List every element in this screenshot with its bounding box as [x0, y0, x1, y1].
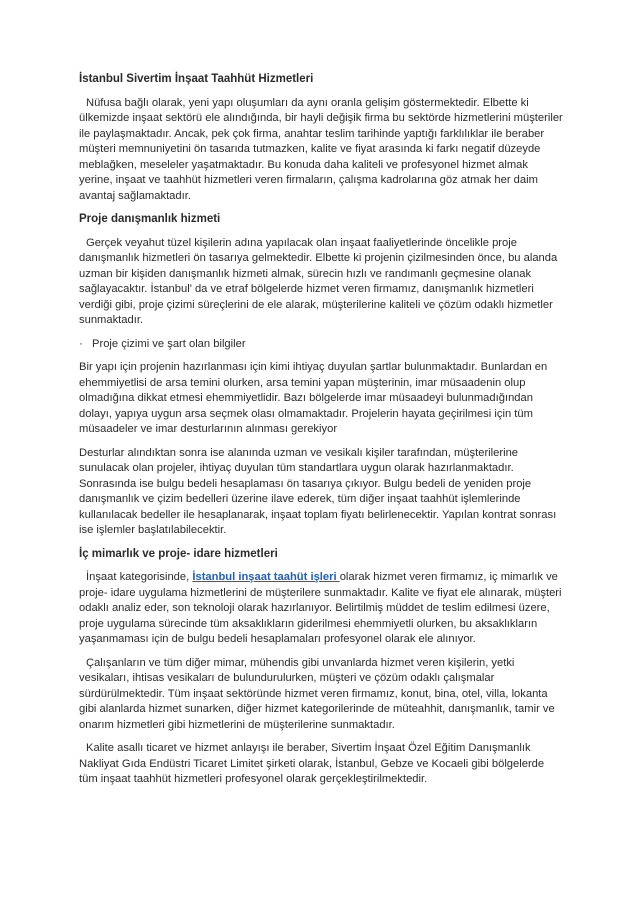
- requirements-paragraph: Bir yapı için projenin hazırlanması için kimi ihtiyaç duyulan şartlar bulunmaktadır. Bunlardan en ehemmiyetlisi de arsa temini olurken, arsa temini yapan müşterinin, imar müsaadenin olup olmadığına dikkat etmesi ehemmiyetlidir. Bazı bölgelerde imar müsaadeyi bulunmadığından dolayı, yapıya uygun arsa seçmek olası olmamaktadır. Projelerin hayata geçirilmesi için tüm müsaadeler ve imar desturlarının alınması gerekiyor: [79, 361, 548, 435]
- permits-paragraph: Desturlar alındıktan sonra ise alanında uzman ve vesikalı kişiler tarafından, müşterilerine sunulacak olan projeler, ihtiyaç duyulan tüm standartlara uygun olarak hazırlanmaktadır. Sonrasında ise bulgu bedeli hesaplaması ön tasarıya çıkıyor. Bulgu bedeli de yeniden proje danışmanlık ve çizim bedelleri üzerine ilave ederek, tüm diğer inşaat taahhüt işlemlerinde kullanılacak bedeller ile hesaplanarak, inşaat toplam fiyatı belirlenecektir. Yapılan kontrat sonrası ise işlemler başlatılabilecektir.: [79, 446, 557, 536]
- istanbul-construction-link[interactable]: İstanbul inşaat taahüt işleri: [192, 571, 340, 583]
- bullet-item: [79, 337, 563, 353]
- document-title: İstanbul Sivertim İnşaat Taahhüt Hizmetleri: [79, 73, 314, 85]
- interior-text-start: İnşaat kategorisinde,: [86, 571, 193, 583]
- staff-paragraph: Çalışanların ve tüm diğer mimar, mühendis gibi unvanlarda hizmet veren kişilerin, yetki vesikaları, ihtisas vesikaları de bulundurulurken, müşteri ve çözüm odaklı çalışmalar sürdürülmektedir. Tüm inşaat sektöründe hizmet veren firmamız, konut, bina, otel, villa, lokanta gibi alanlarda hizmet sunarken, diğer hizmet kategorilerinde de müteahhit, danışmanlık, tamir ve onarım hizmetleri gibi hizmetlerini de müşterilerine sunmaktadır.: [79, 656, 555, 731]
- interior-text-end: olarak hizmet veren firmamız, iç mimarlık ve proje- idare uygulama hizmetlerini de müşterilere sunmaktadır. Kalite ve fiyat ele alınarak, müşteri odaklı analiz eder, son teknoloji olarak hazırlanıyor. Belirtilmiş müddet de teslim edilmesi üzere, proje uygulama sürecinde tüm aksaklıkların giderilmesi ehemmiyetli olurken, bu aksaklıkların yaşanmaması için de bulgu bedeli hesaplamaları profesyonel olarak ele alınıyor.: [79, 571, 562, 645]
- interior-paragraph: [79, 570, 563, 648]
- consulting-paragraph: Gerçek veyahut tüzel kişilerin adına yapılacak olan inşaat faaliyetlerinde öncelikle proje danışmanlık hizmetleri ön tasarıya gelmektedir. Elbette ki projenin çizilmesinden önce, bu alanda uzman bir kişiden danışmanlık hizmeti almak, sürecin hızlı ve randımanlı geçmesine olanak sağlayacaktır. İstanbul' da ve etraf bölgelerde hizmet veren firmamız, danışmanlık hizmetleri verdiği gibi, proje çizimi süreçlerini de ele alarak, müşterilerine kaliteli ve çözüm odaklı hizmetler sunmaktadır.: [79, 236, 558, 326]
- closing-paragraph: Kalite asallı ticaret ve hizmet anlayışı ile beraber, Sivertim İnşaat Özel Eğitim Danışmanlık Nakliyat Gıda Endüstri Ticaret Limitet şirketi olarak, İstanbul, Gebze ve Kocaeli gibi bölgelerde tüm inşaat taahhüt hizmetleri profesyonel olarak gerçekleştirilmektedir.: [79, 742, 545, 785]
- section-heading-consulting: Proje danışmanlık hizmeti: [79, 213, 221, 225]
- bullet-text: Proje çizimi ve şart olan bilgiler: [92, 337, 246, 350]
- intro-paragraph: Nüfusa bağlı olarak, yeni yapı oluşumları da aynı oranla gelişim göstermektedir. Elbette ki ülkemizde inşaat sektörü ele alındığında, bir hayli değişik firma bu sektörde hizmetlerini müşteriler ile paylaşmaktadır. Ancak, pek çok firma, anahtar teslim tarihinde yaptığı farklılıklar ile beraber müşteri memnuniyetini ön tasarıda tutmazken, kalite ve fiyat arasında ki farkı negatif düzeyde meblağken, meseleler yaşatmaktadır. Bu konuda daha kaliteli ve profesyonel hizmet almak yerine, inşaat ve taahhüt hizmetleri veren firmaların, çalışma kadrolarına göz atmak her daim avantaj sağlamaktadır.: [79, 96, 563, 202]
- section-heading-interior: İç mimarlık ve proje- idare hizmetleri: [79, 547, 278, 560]
- bullet-mark: ·: [79, 337, 83, 350]
- document-body: [79, 72, 563, 796]
